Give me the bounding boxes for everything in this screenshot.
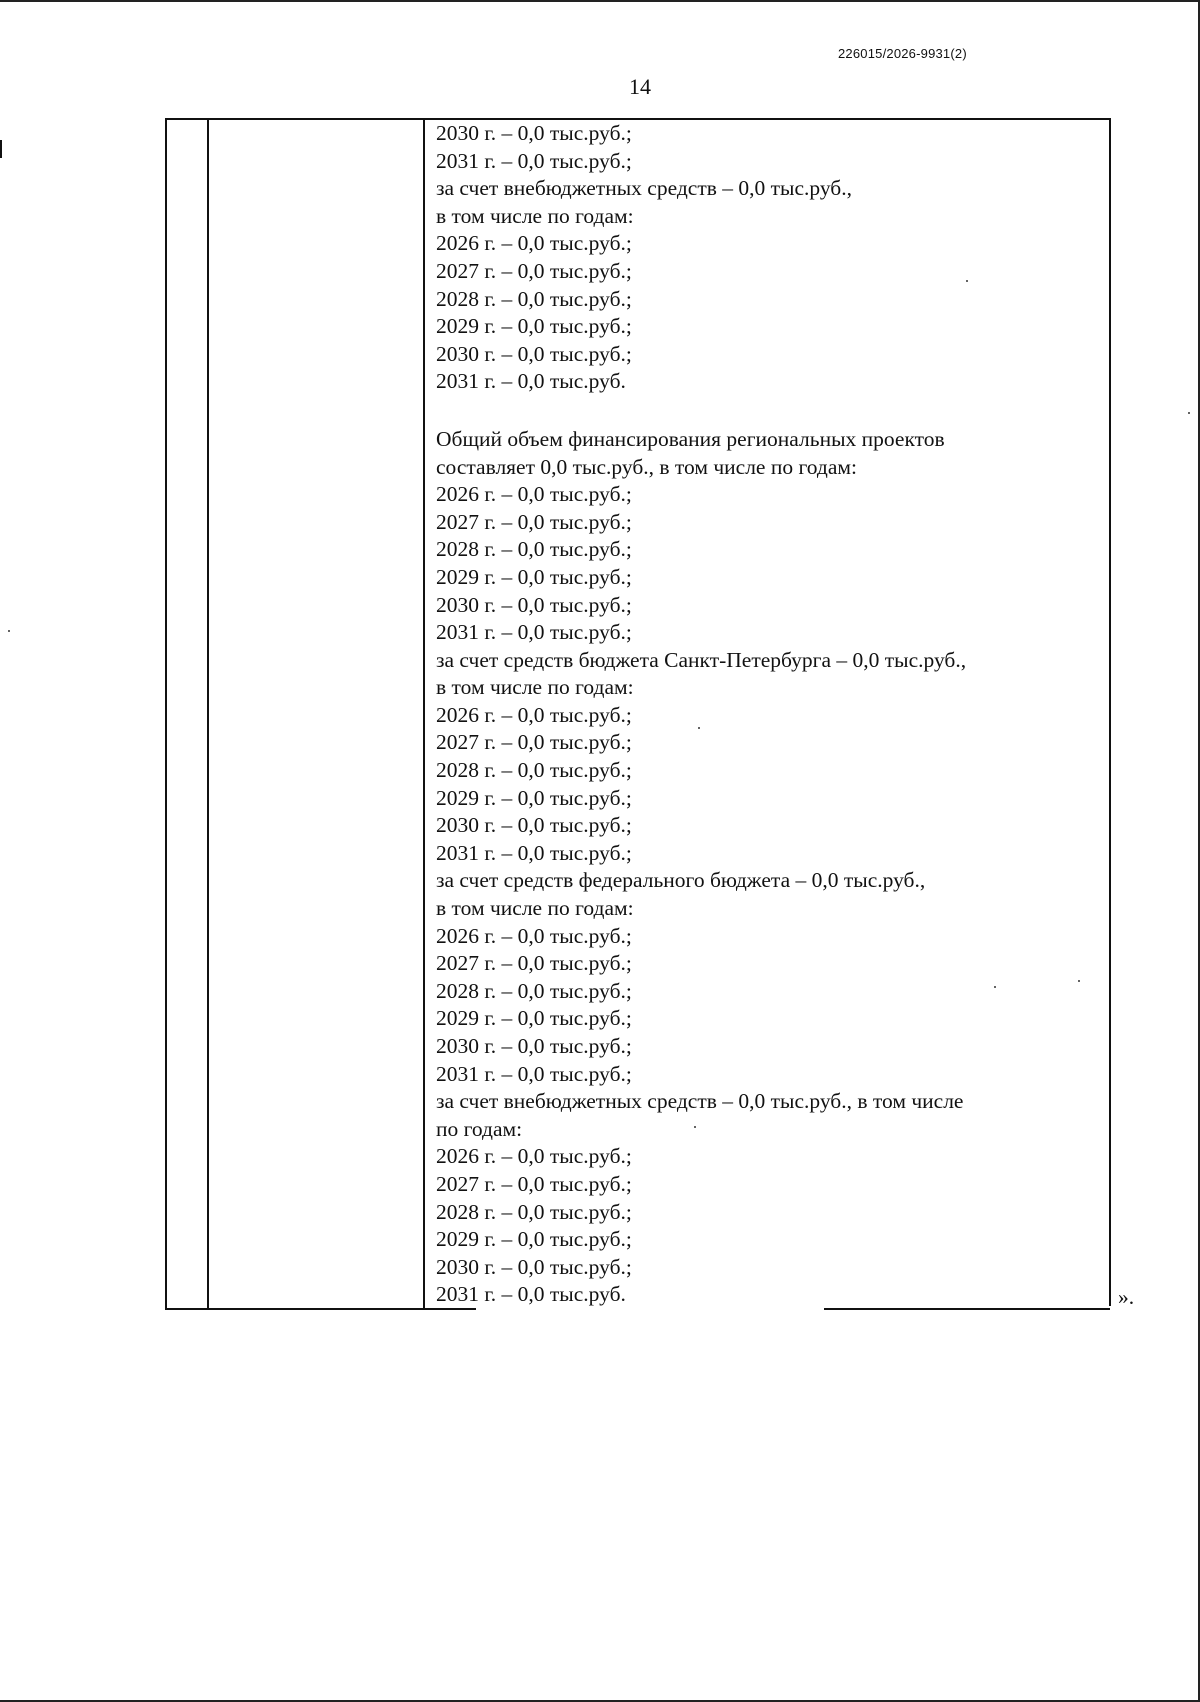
text-line: 2028 г. – 0,0 тыс.руб.;	[436, 978, 632, 1003]
text-line: 2028 г. – 0,0 тыс.руб.;	[436, 1199, 632, 1224]
table-column-divider-2	[423, 118, 425, 1310]
text-line: по годам:	[436, 1116, 523, 1141]
text-line: Общий объем финансирования региональных проектов	[436, 426, 945, 451]
text-line: 2028 г. – 0,0 тыс.руб.;	[436, 758, 632, 783]
closing-quote: ».	[1118, 1285, 1135, 1309]
table-column-divider-1	[207, 118, 209, 1310]
scan-speck	[1078, 980, 1080, 982]
text-line: 2029 г. – 0,0 тыс.руб.;	[436, 314, 632, 339]
text-line: 2031 г. – 0,0 тыс.руб.;	[436, 840, 632, 865]
text-line: составляет 0,0 тыс.руб., в том числе по годам:	[436, 454, 857, 479]
text-line: 2026 г. – 0,0 тыс.руб.;	[436, 231, 632, 256]
scan-speck	[1188, 412, 1190, 414]
text-line: 2027 г. – 0,0 тыс.руб.;	[436, 258, 632, 283]
text-line: за счет средств федерального бюджета – 0,0 тыс.руб.,	[436, 868, 926, 893]
text-line: за счет внебюджетных средств – 0,0 тыс.руб.,	[436, 176, 852, 201]
financing-cell-text	[436, 120, 1106, 1309]
text-line: 2029 г. – 0,0 тыс.руб.;	[436, 785, 632, 810]
text-line: 2031 г. – 0,0 тыс.руб.;	[436, 1061, 632, 1086]
text-line: 2031 г. – 0,0 тыс.руб.;	[436, 620, 632, 645]
scan-speck	[966, 280, 968, 282]
text-line: в том числе по годам:	[436, 896, 634, 921]
text-line: 2026 г. – 0,0 тыс.руб.;	[436, 482, 632, 507]
text-line: 2026 г. – 0,0 тыс.руб.;	[436, 1144, 632, 1169]
text-line: 2030 г. – 0,0 тыс.руб.;	[436, 592, 632, 617]
text-line: 2028 г. – 0,0 тыс.руб.;	[436, 537, 632, 562]
text-line: 2030 г. – 0,0 тыс.руб.;	[436, 1034, 632, 1058]
scan-speck	[698, 727, 700, 729]
text-line: в том числе по годам:	[436, 203, 634, 228]
document-id: 226015/2026-9931(2)	[838, 46, 967, 61]
page-number: 14	[629, 74, 651, 99]
scan-mark-left	[0, 140, 2, 158]
text-line: 2030 г. – 0,0 тыс.руб.;	[436, 341, 632, 366]
text-line: 2027 г. – 0,0 тыс.руб.;	[436, 1171, 632, 1196]
text-line: 2028 г. – 0,0 тыс.руб.;	[436, 286, 632, 311]
text-line: 2027 г. – 0,0 тыс.руб.;	[436, 509, 632, 534]
text-line: 2026 г. – 0,0 тыс.руб.;	[436, 923, 632, 948]
text-line: 2029 г. – 0,0 тыс.руб.;	[436, 1227, 632, 1252]
text-line: 2026 г. – 0,0 тыс.руб.;	[436, 702, 632, 727]
financing-table	[166, 118, 1110, 1310]
scan-speck	[8, 630, 10, 632]
text-line: 2030 г. – 0,0 тыс.руб.;	[436, 121, 632, 145]
text-line: 2031 г. – 0,0 тыс.руб.;	[436, 148, 632, 173]
text-line: за счет внебюджетных средств – 0,0 тыс.руб., в том числе	[436, 1089, 964, 1114]
paragraph-gap	[436, 396, 1106, 426]
text-line: 2029 г. – 0,0 тыс.руб.;	[436, 564, 632, 589]
text-line: 2027 г. – 0,0 тыс.руб.;	[436, 951, 632, 976]
table-border-right	[1109, 118, 1111, 1306]
text-line: 2029 г. – 0,0 тыс.руб.;	[436, 1006, 632, 1031]
text-line: 2030 г. – 0,0 тыс.руб.;	[436, 813, 632, 838]
scan-edge-top	[0, 0, 1200, 2]
text-line: за счет средств бюджета Санкт-Петербурга – 0,0 тыс.руб.,	[436, 647, 967, 672]
scan-speck	[994, 986, 996, 988]
text-line: 2027 г. – 0,0 тыс.руб.;	[436, 730, 632, 755]
text-line: 2031 г. – 0,0 тыс.руб.	[436, 1282, 626, 1307]
text-line: в том числе по годам:	[436, 675, 634, 700]
table-border-left	[165, 118, 167, 1310]
scan-speck	[694, 1126, 696, 1128]
text-line: 2031 г. – 0,0 тыс.руб.	[436, 369, 626, 394]
text-line: 2030 г. – 0,0 тыс.руб.;	[436, 1254, 632, 1279]
